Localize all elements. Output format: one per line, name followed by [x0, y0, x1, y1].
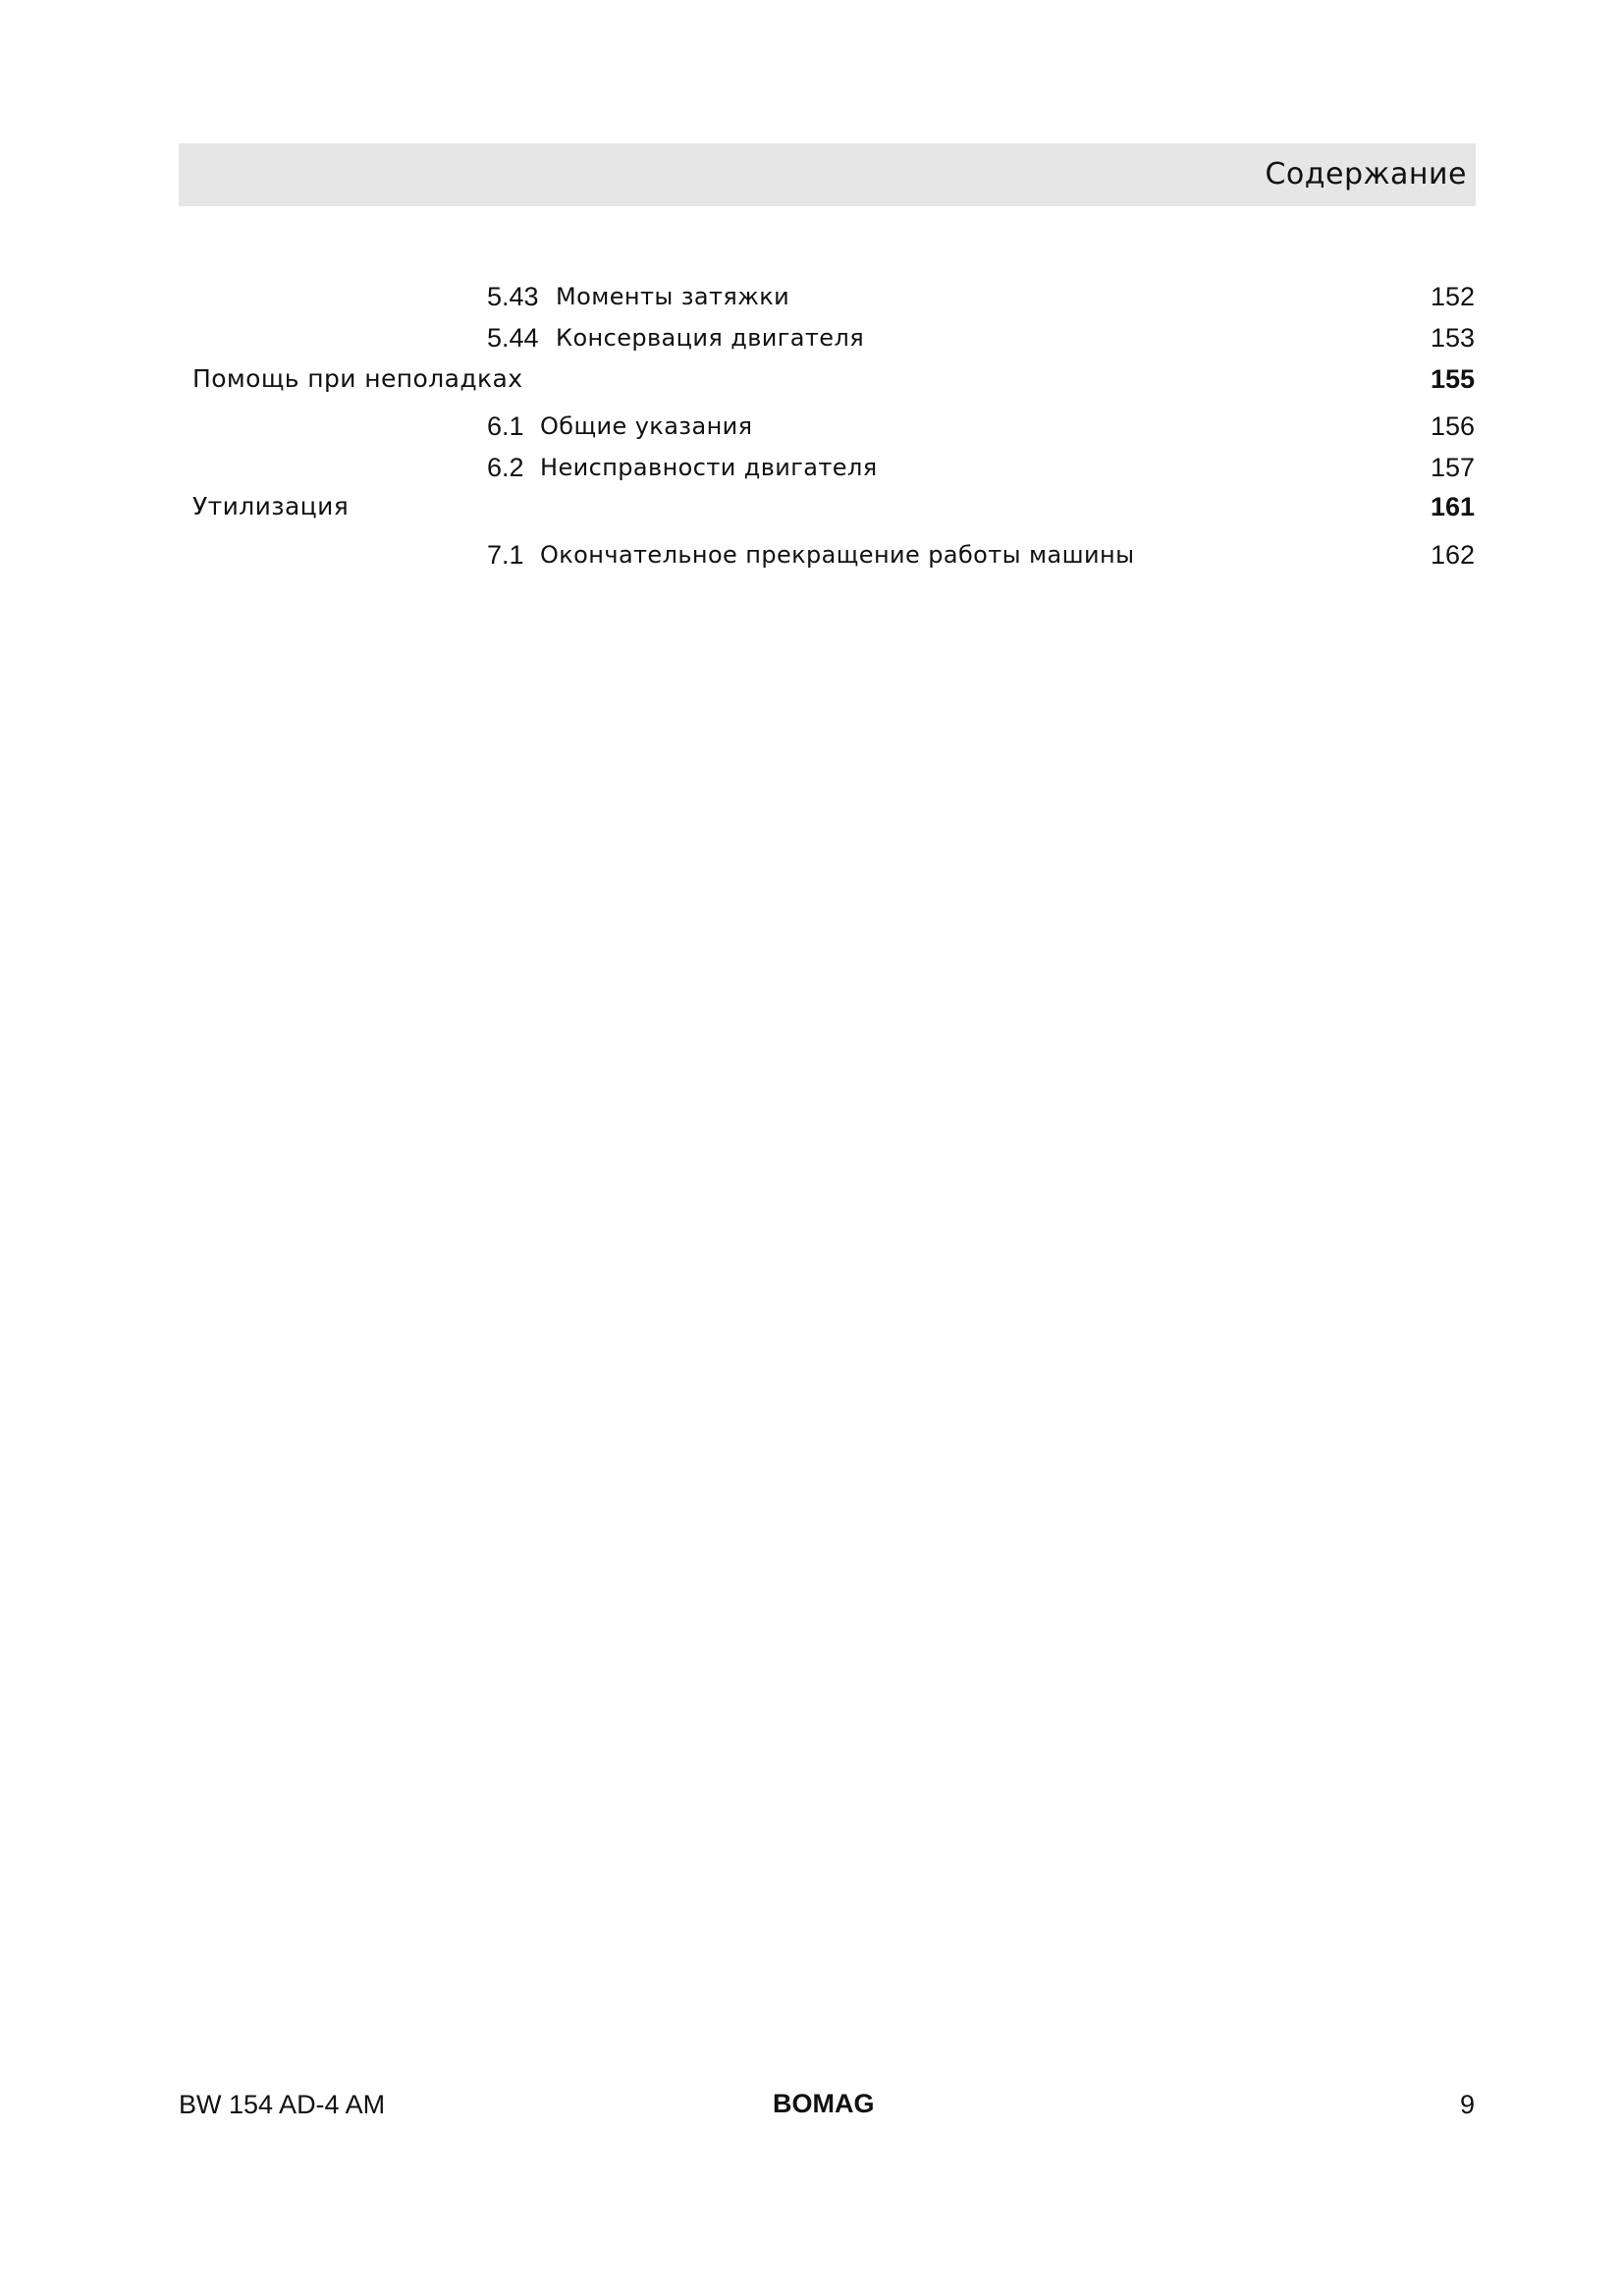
toc-entry-title: Общие указания: [540, 412, 753, 440]
toc-entry[interactable]: [0, 277, 1622, 316]
toc-chapter-page: 161: [1430, 492, 1475, 521]
footer-model-name: BW 154 AD-4 AM: [179, 2090, 386, 2119]
toc-entry-number: 5.43: [487, 282, 539, 311]
toc-entry-title: Неисправности двигателя: [540, 454, 878, 481]
toc-entry[interactable]: [0, 407, 1622, 446]
toc-chapter-title: Помощь при неполадках: [192, 364, 523, 393]
toc-entry-number: 6.1: [487, 411, 524, 441]
toc-entry-page: 153: [1430, 323, 1475, 353]
page-title: Содержание: [1265, 157, 1467, 191]
toc-entry-page: 162: [1430, 540, 1475, 570]
toc-entry[interactable]: [0, 535, 1622, 574]
footer-page-number: 9: [1459, 2090, 1475, 2119]
toc-entry-number: 7.1: [487, 540, 524, 570]
toc-entry-page: 156: [1430, 411, 1475, 441]
footer-brand-logo: BOMAG: [773, 2089, 875, 2118]
toc-entry-title: Окончательное прекращение работы машины: [540, 541, 1135, 569]
toc-entry-number: 5.44: [487, 323, 539, 353]
toc-entry-title: Консервация двигателя: [556, 324, 865, 352]
toc-chapter-page: 155: [1430, 364, 1475, 394]
toc-entry[interactable]: [0, 318, 1622, 357]
toc-chapter[interactable]: [0, 359, 1622, 399]
toc-entry-title: Моменты затяжки: [556, 283, 790, 310]
toc-entry[interactable]: [0, 448, 1622, 487]
toc-entry-page: 152: [1430, 282, 1475, 311]
toc-entry-number: 6.2: [487, 453, 524, 482]
toc-chapter[interactable]: [0, 487, 1622, 526]
toc-entry-page: 157: [1430, 453, 1475, 482]
toc-chapter-title: Утилизация: [192, 492, 350, 520]
header-band: [179, 143, 1476, 206]
